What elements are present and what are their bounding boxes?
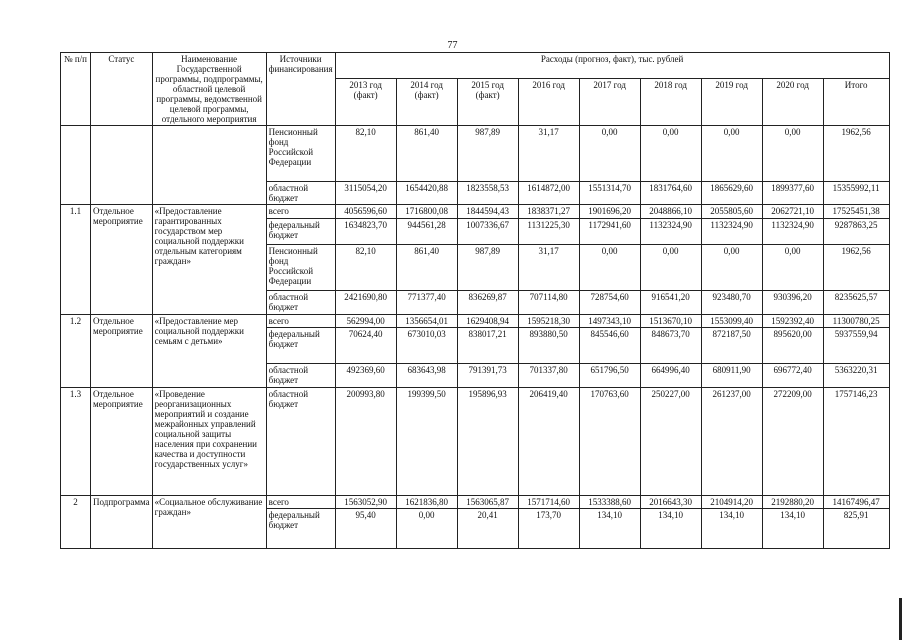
row-total-value: 1962,56: [823, 245, 889, 291]
row-year-value: 987,89: [457, 126, 518, 182]
row-year-value: 0,00: [640, 126, 701, 182]
row-year-value: 206419,40: [518, 388, 579, 496]
row-year-value: 1838371,27: [518, 205, 579, 219]
row-year-value: 987,89: [457, 245, 518, 291]
row-year-value: 1571714,60: [518, 496, 579, 509]
row-name: [152, 126, 266, 205]
row-name: «Проведение реорганизационных мероприятий и создание межрайонных управлений социальной защиты населения при сохранении качества и доступности государственных услуг»: [152, 388, 266, 496]
row-source: федеральный бюджет: [266, 219, 335, 245]
row-year-value: 895620,00: [762, 328, 823, 364]
row-year-value: 893880,50: [518, 328, 579, 364]
row-year-value: 1899377,60: [762, 182, 823, 205]
row-year-value: 1356654,01: [396, 315, 457, 328]
row-year-value: 680911,90: [701, 364, 762, 388]
header-row-top: [61, 53, 890, 79]
row-year-value: 728754,60: [579, 291, 640, 315]
row-year-value: 696772,40: [762, 364, 823, 388]
row-year-value: 134,10: [701, 509, 762, 549]
row-source: федеральный бюджет: [266, 328, 335, 364]
row-total-value: 1757146,23: [823, 388, 889, 496]
row-year-value: 845546,60: [579, 328, 640, 364]
row-year-value: 1172941,60: [579, 219, 640, 245]
row-year-value: 1131225,30: [518, 219, 579, 245]
row-year-value: 673010,03: [396, 328, 457, 364]
scan-edge-mark: [899, 598, 902, 640]
row-total-value: 1962,56: [823, 126, 889, 182]
row-year-value: 492369,60: [335, 364, 396, 388]
row-year-value: 2421690,80: [335, 291, 396, 315]
row-year-value: 1629408,94: [457, 315, 518, 328]
row-number: 1.1: [61, 205, 91, 315]
row-year-value: 1132324,90: [640, 219, 701, 245]
row-source: федеральный бюджет: [266, 509, 335, 549]
row-number: 1.3: [61, 388, 91, 496]
row-name: «Социальное обслуживание граждан»: [152, 496, 266, 549]
row-total-value: 5937559,94: [823, 328, 889, 364]
table-body: [61, 126, 890, 549]
row-total-value: 8235625,57: [823, 291, 889, 315]
row-year-value: 1513670,10: [640, 315, 701, 328]
row-year-value: 1844594,43: [457, 205, 518, 219]
row-year-value: 1132324,90: [701, 219, 762, 245]
row-year-value: 861,40: [396, 126, 457, 182]
row-year-value: 836269,87: [457, 291, 518, 315]
row-total-value: 11300780,25: [823, 315, 889, 328]
row-year-value: 1553099,40: [701, 315, 762, 328]
row-year-value: 0,00: [579, 245, 640, 291]
row-status: [91, 126, 153, 205]
row-year-value: 1592392,40: [762, 315, 823, 328]
row-number: 1.2: [61, 315, 91, 388]
row-status: Отдельное мероприятие: [91, 315, 153, 388]
header-year: 2018 год: [640, 79, 701, 126]
header-year: 2016 год: [518, 79, 579, 126]
row-status: Подпрограмма: [91, 496, 153, 549]
row-year-value: 1497343,10: [579, 315, 640, 328]
header-year: 2019 год: [701, 79, 762, 126]
row-year-value: 791391,73: [457, 364, 518, 388]
row-year-value: 261237,00: [701, 388, 762, 496]
row-year-value: 4056596,60: [335, 205, 396, 219]
row-year-value: 1614872,00: [518, 182, 579, 205]
row-year-value: 1716800,08: [396, 205, 457, 219]
row-number: 2: [61, 496, 91, 549]
row-year-value: 134,10: [762, 509, 823, 549]
table-row: [61, 126, 890, 182]
row-year-value: 173,70: [518, 509, 579, 549]
row-year-value: 0,00: [701, 245, 762, 291]
row-year-value: 170763,60: [579, 388, 640, 496]
row-year-value: 82,10: [335, 126, 396, 182]
row-year-value: 916541,20: [640, 291, 701, 315]
row-year-value: 2048866,10: [640, 205, 701, 219]
header-status: Статус: [91, 53, 153, 126]
row-name: «Предоставление мер социальной поддержки семьям с детьми»: [152, 315, 266, 388]
row-year-value: 195896,93: [457, 388, 518, 496]
row-source: областной бюджет: [266, 291, 335, 315]
header-total: Итого: [823, 79, 889, 126]
row-year-value: 1563065,87: [457, 496, 518, 509]
row-number: [61, 126, 91, 205]
row-year-value: 1563052,90: [335, 496, 396, 509]
row-year-value: 1654420,88: [396, 182, 457, 205]
row-year-value: 562994,00: [335, 315, 396, 328]
row-source: Пенсионный фонд Российской Федерации: [266, 245, 335, 291]
header-year: 2020 год: [762, 79, 823, 126]
row-year-value: 651796,50: [579, 364, 640, 388]
row-year-value: 82,10: [335, 245, 396, 291]
row-year-value: 664996,40: [640, 364, 701, 388]
row-total-value: 17525451,38: [823, 205, 889, 219]
row-year-value: 95,40: [335, 509, 396, 549]
row-year-value: 872187,50: [701, 328, 762, 364]
header-year: 2013 год (факт): [335, 79, 396, 126]
row-year-value: 707114,80: [518, 291, 579, 315]
row-year-value: 1634823,70: [335, 219, 396, 245]
row-source: областной бюджет: [266, 388, 335, 496]
row-year-value: 2104914,20: [701, 496, 762, 509]
row-source: областной бюджет: [266, 182, 335, 205]
row-year-value: 2055805,60: [701, 205, 762, 219]
row-year-value: 134,10: [640, 509, 701, 549]
row-year-value: 134,10: [579, 509, 640, 549]
table-row: [61, 496, 890, 509]
header-name: Наименование Государственной программы, подпрограммы, областной целевой программы, ведомственной целевой программы, отдельного мероприятия: [152, 53, 266, 126]
row-name: «Предоставление гарантированных государством мер социальной поддержки отдельным категориям граждан»: [152, 205, 266, 315]
row-year-value: 2192880,20: [762, 496, 823, 509]
row-year-value: 848673,70: [640, 328, 701, 364]
row-year-value: 1823558,53: [457, 182, 518, 205]
row-total-value: 825,91: [823, 509, 889, 549]
row-year-value: 1831764,60: [640, 182, 701, 205]
header-year: 2015 год (факт): [457, 79, 518, 126]
row-year-value: 701337,80: [518, 364, 579, 388]
row-year-value: 683643,98: [396, 364, 457, 388]
row-year-value: 1533388,60: [579, 496, 640, 509]
page-number: 77: [447, 40, 458, 51]
header-sources: Источники финансирования: [266, 53, 335, 126]
row-year-value: 0,00: [762, 245, 823, 291]
row-year-value: 1551314,70: [579, 182, 640, 205]
row-year-value: 771377,40: [396, 291, 457, 315]
row-total-value: 15355992,11: [823, 182, 889, 205]
header-year: 2017 год: [579, 79, 640, 126]
row-source: всего: [266, 205, 335, 219]
row-year-value: 838017,21: [457, 328, 518, 364]
row-year-value: 861,40: [396, 245, 457, 291]
row-year-value: 0,00: [701, 126, 762, 182]
row-status: Отдельное мероприятие: [91, 205, 153, 315]
row-year-value: 923480,70: [701, 291, 762, 315]
row-source: всего: [266, 496, 335, 509]
row-year-value: 2016643,30: [640, 496, 701, 509]
header-year: 2014 год (факт): [396, 79, 457, 126]
row-year-value: 31,17: [518, 245, 579, 291]
row-total-value: 9287863,25: [823, 219, 889, 245]
header-expenses: Расходы (прогноз, факт), тыс. рублей: [335, 53, 889, 79]
row-year-value: 0,00: [396, 509, 457, 549]
row-year-value: 0,00: [762, 126, 823, 182]
header-no: № п/п: [61, 53, 91, 126]
row-year-value: 20,41: [457, 509, 518, 549]
row-year-value: 3115054,20: [335, 182, 396, 205]
row-total-value: 14167496,47: [823, 496, 889, 509]
row-year-value: 199399,50: [396, 388, 457, 496]
row-year-value: 1595218,30: [518, 315, 579, 328]
row-year-value: 944561,28: [396, 219, 457, 245]
row-source: областной бюджет: [266, 364, 335, 388]
table-row: [61, 205, 890, 219]
row-source: Пенсионный фонд Российской Федерации: [266, 126, 335, 182]
row-year-value: 272209,00: [762, 388, 823, 496]
row-year-value: 1901696,20: [579, 205, 640, 219]
row-year-value: 0,00: [579, 126, 640, 182]
row-year-value: 1007336,67: [457, 219, 518, 245]
row-year-value: 250227,00: [640, 388, 701, 496]
table-row: [61, 315, 890, 328]
table-row: [61, 388, 890, 496]
row-year-value: 0,00: [640, 245, 701, 291]
row-year-value: 1865629,60: [701, 182, 762, 205]
row-source: всего: [266, 315, 335, 328]
row-year-value: 2062721,10: [762, 205, 823, 219]
row-year-value: 31,17: [518, 126, 579, 182]
row-year-value: 930396,20: [762, 291, 823, 315]
budget-table: [60, 52, 890, 549]
row-total-value: 5363220,31: [823, 364, 889, 388]
row-year-value: 1132324,90: [762, 219, 823, 245]
row-year-value: 70624,40: [335, 328, 396, 364]
row-status: Отдельное мероприятие: [91, 388, 153, 496]
row-year-value: 1621836,80: [396, 496, 457, 509]
row-year-value: 200993,80: [335, 388, 396, 496]
